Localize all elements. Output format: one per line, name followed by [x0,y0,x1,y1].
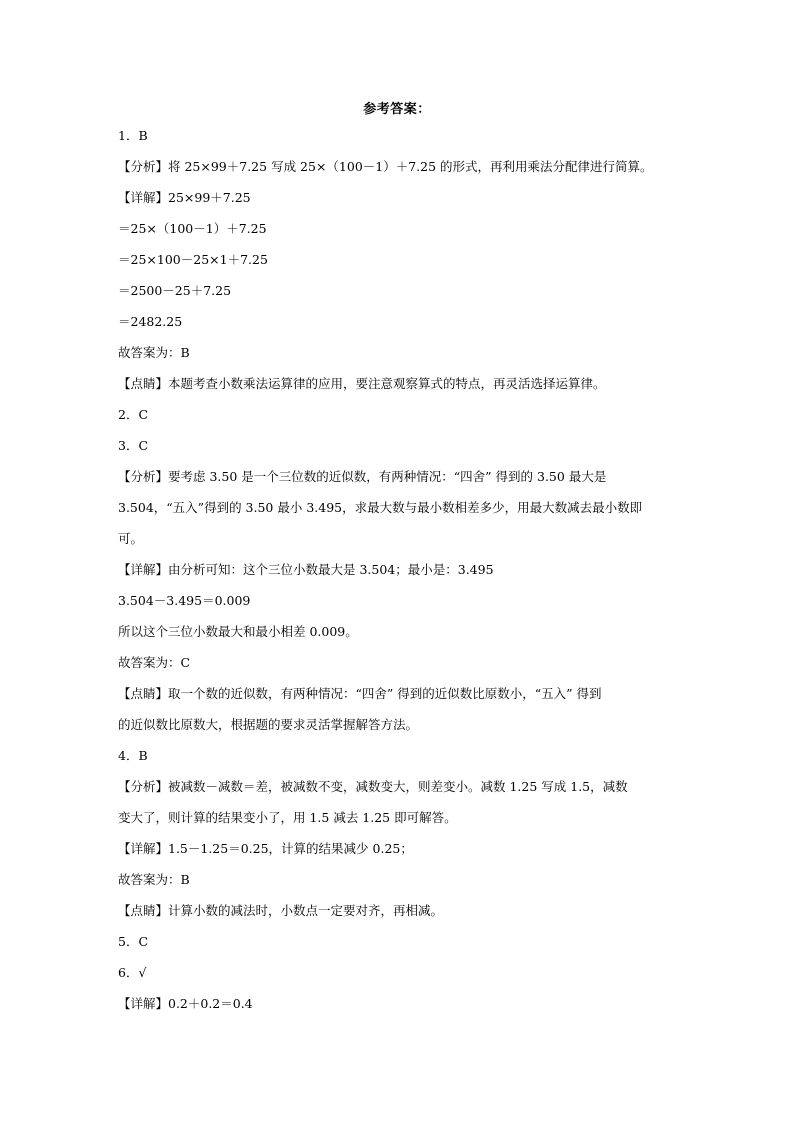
text-line: 3.504，“五入”得到的 3.50 最小 3.495，求最大数与最小数相差多少，用最大数减去最小数即 [118,500,643,515]
text-line: 1．B [118,128,148,143]
text-line: 【详解】1.5－1.25＝0.25，计算的结果减少 0.25； [118,841,413,856]
text-line: 【点睛】本题考查小数乘法运算律的应用，要注意观察算式的特点，再灵活选择运算律。 [118,376,606,391]
text-line: 变大了，则计算的结果变小了，用 1.5 减去 1.25 即可解答。 [118,810,457,825]
text-line: ＝25×100－25×1＋7.25 [118,252,268,267]
answer-text [118,120,688,1019]
text-line: 3．C [118,438,149,453]
text-line: ＝2482.25 [118,314,183,329]
text-line: 【点睛】取一个数的近似数，有两种情况：“四舍” 得到的近似数比原数小，“五入” 得到 [118,686,602,701]
text-line: 5．C [118,934,149,949]
text-line: 【分析】将 25×99＋7.25 写成 25×（100－1）＋7.25 的形式，再利用乘法分配律进行简算。 [118,159,653,174]
text-line: 故答案为：B [118,345,190,360]
text-line: 【分析】被减数－减数＝差，被减数不变，减数变大，则差变小。减数 1.25 写成 1.5，减数 [118,779,628,794]
text-line: 【点睛】计算小数的减法时，小数点一定要对齐，再相减。 [118,903,444,918]
page-title: 参考答案： [363,102,431,117]
text-line: 故答案为：B [118,872,190,887]
text-line: 【详解】0.2＋0.2＝0.4 [118,996,253,1011]
text-line: ＝2500－25＋7.25 [118,283,232,298]
text-line: 【详解】25×99＋7.25 [118,190,251,205]
text-line: 所以这个三位小数最大和最小相差 0.009。 [118,624,358,639]
text-line: 故答案为：C [118,655,191,670]
text-line: 6．√ [118,965,147,980]
text-line: 【详解】由分析可知：这个三位小数最大是 3.504；最小是：3.495 [118,562,494,577]
text-line: 的近似数比原数大，根据题的要求灵活掌握解答方法。 [118,717,419,732]
text-line: 2．C [118,407,149,422]
text-line: 【分析】要考虑 3.50 是一个三位数的近似数，有两种情况：“四舍” 得到的 3.50 最大是 [118,469,607,484]
text-line: 可。 [118,531,144,546]
text-line: 4．B [118,748,148,763]
text-line: ＝25×（100－1）＋7.25 [118,221,267,236]
text-line: 3.504－3.495＝0.009 [118,593,251,608]
